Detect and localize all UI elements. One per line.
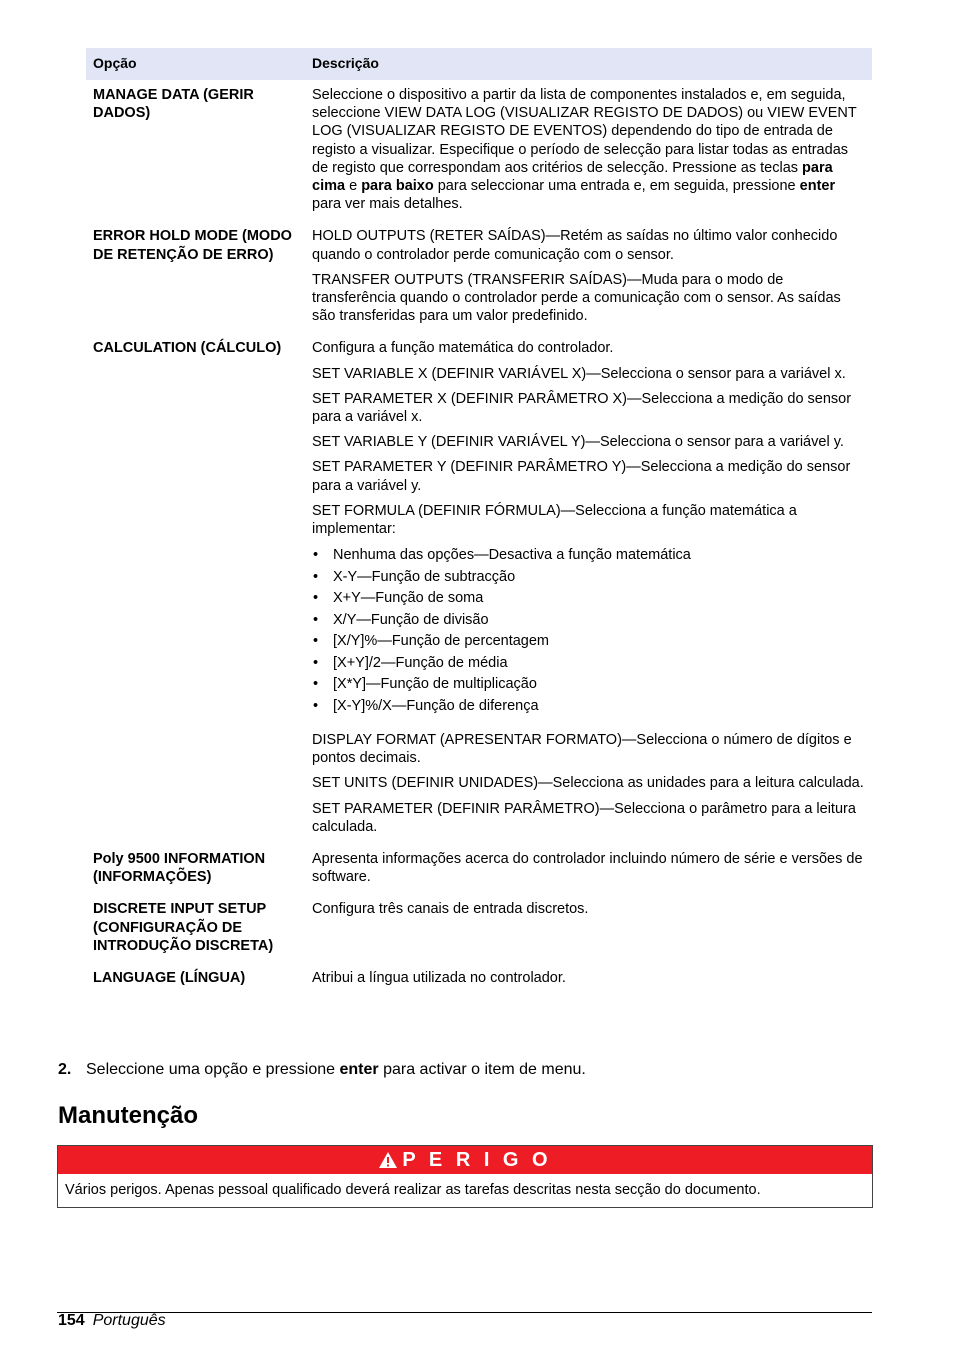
formula-list <box>312 546 865 715</box>
danger-notice <box>57 1145 873 1208</box>
table-row <box>86 333 872 844</box>
description-paragraph: Apresenta informações acerca do controlador incluindo número de série e versões de software. <box>312 850 863 886</box>
list-item: • [X+Y]/2—Função de média <box>312 654 865 672</box>
description-paragraph: SET PARAMETER (DEFINIR PARÂMETRO)—Selecciona o parâmetro para a leitura calculada. <box>312 800 856 835</box>
table-row <box>86 963 872 995</box>
list-item: • X/Y—Função de divisão <box>312 611 865 629</box>
option-name: DISCRETE INPUT SETUP (CONFIGURAÇÃO DE INTRODUÇÃO DISCRETA) <box>93 901 274 954</box>
option-description <box>305 221 872 333</box>
danger-text: Vários perigos. Apenas pessoal qualificado deverá realizar as tarefas descritas nesta secção do documento. <box>65 1182 761 1198</box>
warning-triangle-icon <box>378 1151 398 1169</box>
text: para seleccionar uma entrada e, em seguida, pressione <box>433 178 800 195</box>
danger-label: P E R I G O <box>402 1148 552 1171</box>
text: para ver mais detalhes. <box>312 196 463 213</box>
description-paragraph: HOLD OUTPUTS (RETER SAÍDAS)—Retém as saídas no último valor conhecido quando o controlador perde comunicação com o sensor. <box>312 228 838 263</box>
key-name: enter <box>799 178 836 195</box>
description-paragraph: SET PARAMETER X (DEFINIR PARÂMETRO X)—Selecciona a medição do sensor para a variável x. <box>312 390 852 426</box>
procedure-step <box>58 1060 586 1080</box>
key-name: para cima <box>312 159 833 195</box>
list-item: • Nenhuma das opções—Desactiva a função matemática <box>312 546 865 564</box>
list-item: • [X-Y]%/X—Função de diferença <box>312 697 865 715</box>
option-name: ERROR HOLD MODE (MODO DE RETENÇÃO DE ERRO) <box>93 228 292 263</box>
option-name: CALCULATION (CÁLCULO) <box>93 340 282 357</box>
key-name: enter <box>339 1061 379 1078</box>
option-name: MANAGE DATA (GERIR DADOS) <box>93 87 254 122</box>
key-name: para baixo <box>361 178 434 195</box>
column-header-description: Descrição <box>305 48 872 80</box>
option-description <box>305 844 872 894</box>
footer-divider <box>57 1312 872 1313</box>
list-item: • X+Y—Função de soma <box>312 589 865 607</box>
list-item: • [X*Y]—Função de multiplicação <box>312 675 865 693</box>
option-description <box>305 894 872 963</box>
page-number: 154 <box>58 1312 85 1329</box>
table-row <box>86 221 872 333</box>
description-paragraph: SET VARIABLE X (DEFINIR VARIÁVEL X)—Selecciona o sensor para a variável x. <box>312 365 846 382</box>
description-paragraph: SET FORMULA (DEFINIR FÓRMULA)—Selecciona a função matemática a implementar: <box>312 502 797 538</box>
description-paragraph: Configura três canais de entrada discretos. <box>312 901 589 918</box>
text: e <box>345 178 362 195</box>
list-item: • X-Y—Função de subtracção <box>312 568 865 586</box>
footer-language: Português <box>92 1312 166 1329</box>
description-paragraph: SET VARIABLE Y (DEFINIR VARIÁVEL Y)—Selecciona o sensor para a variável y. <box>312 434 844 451</box>
description-paragraph: DISPLAY FORMAT (APRESENTAR FORMATO)—Selecciona o número de dígitos e pontos decimais. <box>312 731 852 767</box>
description-paragraph <box>312 86 865 213</box>
step-number: 2. <box>58 1061 72 1078</box>
table-header-row <box>86 48 872 80</box>
section-title: Manutenção <box>58 1102 199 1129</box>
description-paragraph: SET UNITS (DEFINIR UNIDADES)—Selecciona as unidades para a leitura calculada. <box>312 775 864 792</box>
column-header-option: Opção <box>86 48 305 80</box>
option-name: LANGUAGE (LÍNGUA) <box>93 970 246 986</box>
step-text: para activar o item de menu. <box>378 1061 586 1078</box>
text: Seleccione o dispositivo a partir da lista de componentes instalados e, em seguida, seleccione VIEW DATA LOG (VISUALIZAR REGISTO DE DADOS) ou VIEW EVENT LOG (VISUALIZAR REGISTO DE EVENTOS) dependendo do tipo de entrada de registo a visualizar. Especifique o período de selecção para listar todas as entradas de registo que correspondam aos critérios de selecção. Pressione as teclas <box>312 87 857 176</box>
step-text: Seleccione uma opção e pressione <box>86 1061 340 1078</box>
page-footer <box>58 1312 166 1330</box>
table-row <box>86 844 872 894</box>
option-description <box>305 963 872 995</box>
option-name: Poly 9500 INFORMATION (INFORMAÇÕES) <box>93 850 266 886</box>
option-description <box>305 333 872 844</box>
description-paragraph: Configura a função matemática do controlador. <box>312 340 614 357</box>
option-description <box>305 80 872 221</box>
description-paragraph: TRANSFER OUTPUTS (TRANSFERIR SAÍDAS)—Muda para o modo de transferência quando o controlador perde a comunicação com o sensor. As saídas são transferidas para um valor predefinido. <box>312 271 841 325</box>
table-row <box>86 80 872 221</box>
options-table <box>86 48 872 995</box>
description-paragraph: Atribui a língua utilizada no controlador. <box>312 970 566 986</box>
table-row <box>86 894 872 963</box>
description-paragraph: SET PARAMETER Y (DEFINIR PARÂMETRO Y)—Selecciona a medição do sensor para a variável y. <box>312 459 851 494</box>
danger-header <box>58 1146 872 1174</box>
list-item: • [X/Y]%—Função de percentagem <box>312 632 865 650</box>
